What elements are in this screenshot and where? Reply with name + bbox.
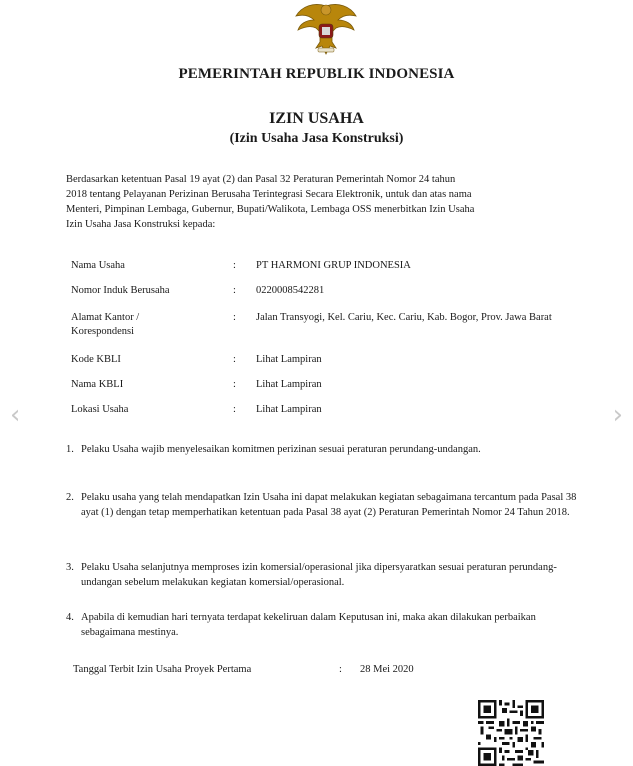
chevron-right-icon[interactable]: › [612, 400, 623, 430]
provision-number: 3. [66, 562, 74, 573]
field-label-lokasi: Lokasi Usaha [71, 404, 129, 415]
document-subtitle: (Izin Usaha Jasa Konstruksi) [229, 131, 404, 146]
intro-line: Izin Usaha Jasa Konstruksi kepada: [66, 219, 216, 230]
field-label-nama-kbli: Nama KBLI [71, 379, 124, 390]
government-title: PEMERINTAH REPUBLIK INDONESIA [178, 66, 455, 82]
field-colon: : [233, 379, 236, 390]
field-value-nama-kbli: Lihat Lampiran [256, 379, 322, 390]
intro-paragraph [66, 172, 598, 232]
issue-date-label: Tanggal Terbit Izin Usaha Proyek Pertama [73, 664, 252, 675]
provision-item [66, 442, 546, 457]
field-label-kode-kbli: Kode KBLI [71, 354, 121, 365]
provision-number: 4. [66, 612, 74, 623]
intro-line: Berdasarkan ketentuan Pasal 19 ayat (2) dan Pasal 32 Peraturan Pemerintah Nomor 24 tahun [66, 174, 456, 185]
provision-text: Pelaku Usaha wajib menyelesaikan komitmen perizinan sesuai peraturan perundang-undangan. [81, 444, 481, 455]
field-value-nomor-induk: 0220008542281 [256, 285, 325, 296]
field-label-nomor-induk: Nomor Induk Berusaha [71, 285, 170, 296]
provision-number: 1. [66, 444, 74, 455]
field-colon: : [233, 354, 236, 365]
field-colon: : [233, 404, 236, 415]
qr-code-icon [478, 700, 544, 766]
provision-number: 2. [66, 492, 74, 503]
field-colon: : [233, 285, 236, 296]
intro-line: Menteri, Pimpinan Lembaga, Gubernur, Bupati/Walikota, Lembaga OSS menerbitkan Izin Usaha [66, 204, 475, 215]
issue-date-colon: : [339, 664, 342, 675]
chevron-left-icon[interactable]: ‹ [10, 400, 21, 430]
garuda-emblem-icon [294, 0, 358, 56]
provision-item [66, 610, 561, 640]
issue-date-value: 28 Mei 2020 [360, 664, 414, 675]
field-value-lokasi: Lihat Lampiran [256, 404, 322, 415]
field-value-kode-kbli: Lihat Lampiran [256, 354, 322, 365]
provision-item [66, 560, 596, 590]
field-label-alamat: Alamat Kantor / Korespondensi [71, 312, 140, 337]
field-colon: : [233, 260, 236, 271]
field-value-nama-usaha: PT HARMONI GRUP INDONESIA [256, 260, 411, 271]
field-value-alamat: Jalan Transyogi, Kel. Cariu, Kec. Cariu, Kab. Bogor, Prov. Jawa Barat [256, 312, 552, 323]
provision-text: Pelaku usaha yang telah mendapatkan Izin Usaha ini dapat melakukan kegiatan sebagaimana tercantum pada Pasal 38 ayat (1) dengan tetap memperhatikan ketentuan pada Pasal 38 ayat (2) Peraturan Pemerintah Nomor 24 Tahun 2018. [81, 492, 577, 518]
field-colon: : [233, 312, 236, 323]
field-label-nama-usaha: Nama Usaha [71, 260, 125, 271]
intro-line: 2018 tentang Pelayanan Perizinan Berusaha Terintegrasi Secara Elektronik, untuk dan atas nama [66, 189, 472, 200]
provision-text: Apabila di kemudian hari ternyata terdapat kekeliruan dalam Keputusan ini, maka akan dilakukan perbaikan sebagaimana mestinya. [81, 612, 536, 638]
provision-item [66, 490, 596, 520]
document-title: IZIN USAHA [269, 110, 364, 127]
provision-text: Pelaku Usaha selanjutnya memproses izin komersial/operasional jika dipersyaratkan sesuai peraturan perundang-undangan sebelum melakukan kegiatan komersial/operasional. [81, 562, 557, 588]
